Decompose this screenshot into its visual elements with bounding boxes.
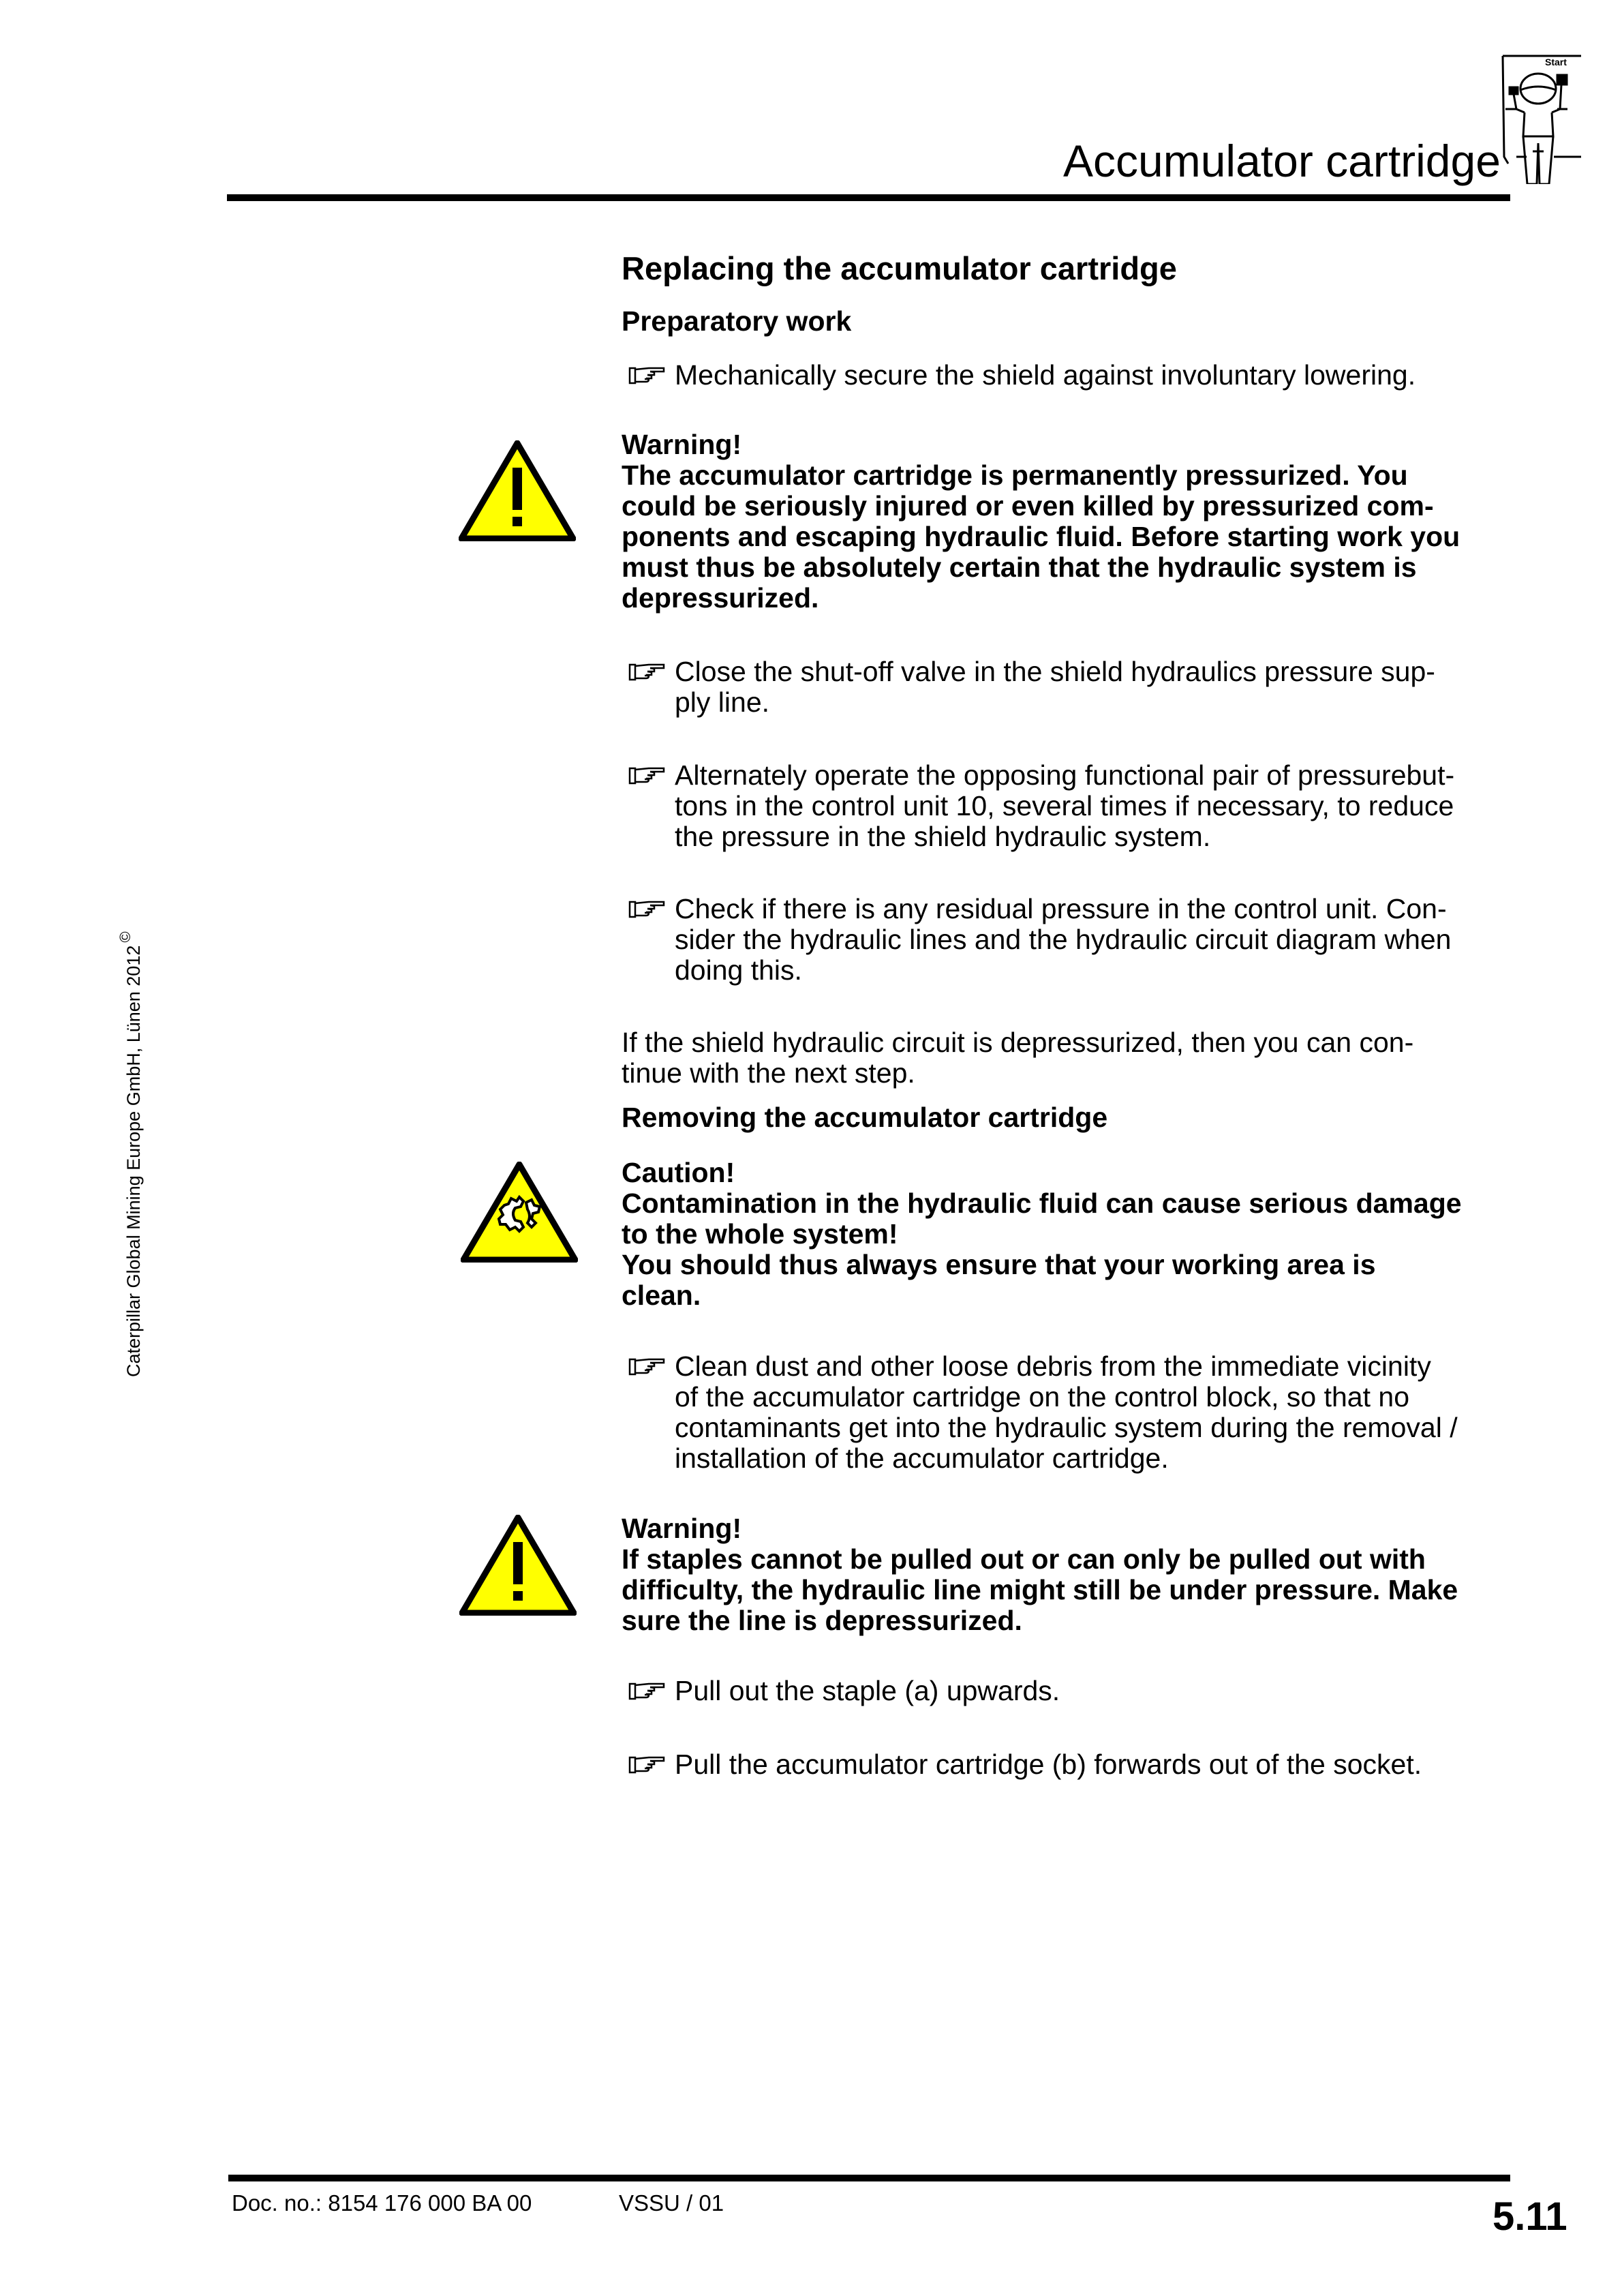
copyright-symbol: © [117,931,134,943]
warning-block-2 [622,1513,1521,1636]
section-title: Replacing the accumulator cartridge [622,250,1177,286]
depressurized-note [622,1027,1521,1089]
step-line: Clean dust and other loose debris from the immediate vicinity [675,1350,1431,1382]
svg-text:Start: Start [1545,57,1567,67]
step-line: Check if there is any residual pressure in the control unit. Con- [675,893,1447,924]
step-line: sider the hydraulic lines and the hydraulic circuit diagram when [675,924,1452,955]
doc-number: Doc. no.: 8154 176 000 BA 00 [232,2190,532,2216]
step-text: Mechanically secure the shield against involuntary lowering. [675,359,1416,391]
footer-rule [228,2175,1510,2181]
warning-title: Warning! [622,429,742,460]
removing-heading-block [622,1100,1521,1134]
step-text [669,656,1521,718]
pointing-hand-icon [622,1351,669,1382]
step-line: doing this. [675,954,802,986]
pointing-hand-icon [622,1749,669,1780]
caution-damage-gear-icon [461,1162,578,1263]
step-line: tons in the control unit 10, several times if necessary, to reduce [675,790,1454,821]
step-pull-cartridge [622,1749,1521,1780]
warning-line: The accumulator cartridge is permanently pressurized. You [622,459,1408,491]
step-secure-shield [622,360,1521,391]
note-line: If the shield hydraulic circuit is depressurized, then you can con- [622,1027,1414,1058]
step-text [669,1351,1521,1474]
caution-line: to the whole system! [622,1218,898,1250]
doc-version: VSSU / 01 [619,2190,724,2216]
pointing-hand-icon [622,760,669,791]
start-mascot-icon [1489,48,1585,184]
caution-line: clean. [622,1280,701,1311]
preparatory-heading-block [622,304,1521,338]
copyright-text: Caterpillar Global Mining Europe GmbH, Lünen 2012 [123,945,144,1377]
step-close-valve [622,656,1521,718]
pointing-hand-icon [622,656,669,687]
step-line: ply line. [675,686,770,718]
pointing-hand-icon [622,360,669,391]
warning-line: must thus be absolutely certain that the hydraulic system is [622,552,1417,583]
header-rule [227,194,1510,201]
step-text: Pull out the staple (a) upwards. [675,1675,1060,1706]
caution-line: Contamination in the hydraulic fluid can cause serious damage [622,1188,1462,1219]
step-line: installation of the accumulator cartridge. [675,1442,1169,1474]
pointing-hand-icon [622,1676,669,1706]
warning-line: difficulty, the hydraulic line might still be under pressure. Make [622,1574,1458,1605]
warning-line: sure the line is depressurized. [622,1605,1022,1636]
caution-block [622,1158,1521,1311]
step-text [669,760,1521,852]
caution-line: You should thus always ensure that your working area is [622,1249,1376,1280]
step-text [669,894,1521,986]
step-line: Close the shut-off valve in the shield hydraulics pressure sup- [675,656,1435,687]
step-line: contaminants get into the hydraulic system during the removal / [675,1412,1458,1443]
warning-line: depressurized. [622,582,819,614]
warning-line: If staples cannot be pulled out or can only be pulled out with [622,1543,1426,1575]
warning-line: could be seriously injured or even killed by pressurized com- [622,490,1434,522]
pointing-hand-icon [622,894,669,924]
warning-title: Warning! [622,1513,742,1544]
step-check-pressure [622,894,1521,986]
preparatory-heading: Preparatory work [622,305,852,337]
page-number: 5.11 [1493,2194,1567,2239]
step-line: Alternately operate the opposing functional pair of pressurebut- [675,759,1455,791]
step-line: of the accumulator cartridge on the control block, so that no [675,1381,1409,1413]
page-header-title: Accumulator cartridge [1063,136,1501,186]
warning-block-1 [622,429,1521,614]
step-pull-staple [622,1676,1521,1706]
step-line: the pressure in the shield hydraulic system. [675,821,1211,852]
removing-heading: Removing the accumulator cartridge [622,1102,1108,1133]
warning-exclamation-icon [459,440,576,541]
step-operate-buttons [622,760,1521,852]
note-line: tinue with the next step. [622,1057,915,1089]
step-text: Pull the accumulator cartridge (b) forwards out of the socket. [675,1749,1422,1780]
step-clean-dust [622,1351,1521,1474]
section-title-block [622,250,1521,288]
warning-line: ponents and escaping hydraulic fluid. Before starting work you [622,521,1460,552]
caution-title: Caution! [622,1157,735,1188]
warning-exclamation-icon [459,1515,577,1616]
side-copyright [114,931,144,1377]
